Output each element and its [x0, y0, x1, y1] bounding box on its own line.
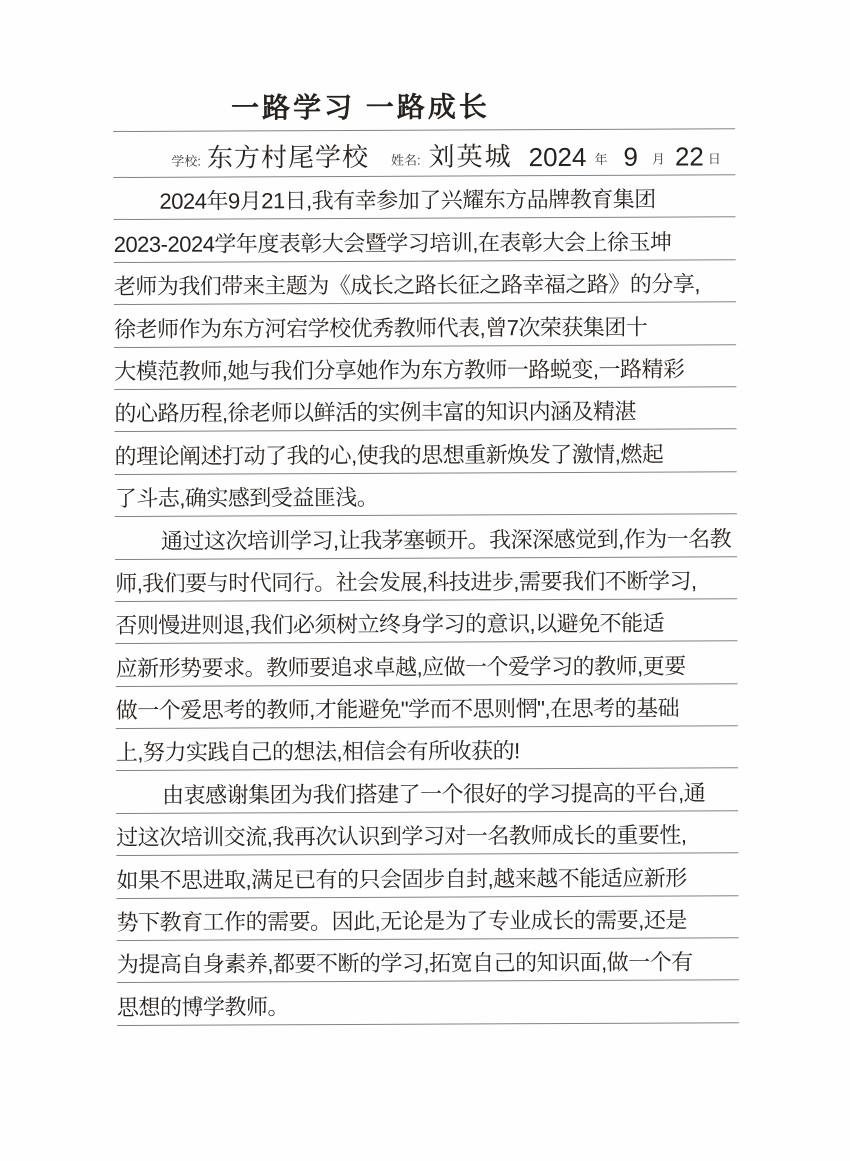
date-year: 2024 [528, 141, 587, 173]
essay-title: 一路学习 一路成长 [231, 91, 490, 124]
text-line [116, 811, 738, 856]
line-text: 势下教育工作的需要。因此,无论是为了专业成长的需要,还是 [116, 907, 687, 936]
body-lines [113, 175, 739, 1026]
line-text: 老师为我们带来主题为《成长之路长征之路幸福之路》的分享, [113, 271, 701, 300]
line-text: 了斗志,确实感到受益匪浅。 [114, 484, 379, 512]
line-text: 通过这次培训学习,让我茅塞顿开。我深深感觉到,作为一名教 [160, 525, 732, 554]
text-line [117, 981, 739, 1026]
text-line [115, 472, 737, 517]
school-label: 学校: [171, 153, 201, 169]
text-line [115, 514, 737, 559]
text-line [117, 938, 739, 983]
text-line [114, 345, 736, 390]
ruled-area [113, 85, 739, 1026]
line-text: 上,努力实践自己的想法,相信会有所收获的! [115, 738, 520, 766]
line-text: 2023-2024学年度表彰大会暨学习培训,在表彰大会上徐玉坤 [113, 229, 672, 257]
text-line [114, 387, 736, 432]
text-line [117, 896, 739, 941]
text-line [114, 302, 736, 347]
text-line [116, 726, 738, 771]
line-text: 应新形势要求。教师要追求卓越,应做一个爱学习的教师,更要 [115, 653, 686, 681]
date-month: 9 [623, 141, 638, 172]
title-row [113, 85, 735, 132]
school-name: 东方村尾学校 [206, 141, 370, 173]
header-row [113, 129, 735, 178]
text-line [116, 854, 738, 899]
text-line [114, 260, 736, 305]
date-day: 22 [674, 141, 704, 172]
line-text: 2024年9月21日,我有幸参加了兴耀东方品牌教育集团 [159, 187, 656, 215]
line-text: 否则慢进则退,我们必须树立终身学习的意识,以避免不能适 [115, 610, 665, 639]
student-name: 刘英城 [428, 141, 513, 172]
line-text: 由衷感谢集团为我们搭建了一个很好的学习提高的平台,通 [162, 780, 706, 808]
month-label: 月 [651, 151, 665, 167]
line-text: 为提高自身素养,都要不断的学习,拓宽自己的知识面,做一个有 [116, 949, 693, 978]
line-text: 的心路历程,徐老师以鲜活的实例丰富的知识内涵及精湛 [114, 399, 637, 427]
line-text: 的理论阐述打动了我的心,使我的思想重新焕发了激情,燃起 [114, 441, 664, 469]
text-line [115, 599, 737, 644]
line-text: 如果不思进取,满足已有的只会固步自封,越来越不能适应新形 [116, 865, 687, 893]
text-line [115, 642, 737, 687]
day-label: 日 [707, 151, 721, 167]
text-line [113, 175, 735, 220]
text-line [114, 218, 736, 263]
line-text: 徐老师作为东方河宕学校优秀教师代表,曾7次荣获集团十 [113, 314, 648, 342]
line-text: 过这次培训交流,我再次认识到学习对一名教师成长的重要性, [116, 822, 687, 851]
text-line [115, 557, 737, 602]
text-line [116, 684, 738, 729]
line-text: 思想的博学教师。 [116, 994, 290, 1020]
line-text: 师,我们要与时代同行。社会发展,科技进步,需要我们不断学习, [115, 568, 697, 596]
name-label: 姓名: [390, 152, 421, 168]
text-line [115, 430, 737, 475]
year-label: 年 [594, 151, 608, 167]
line-text: 大模范教师,她与我们分享她作为东方教师一路蜕变,一路精彩 [114, 356, 685, 384]
text-line [116, 769, 738, 814]
line-text: 做一个爱思考的教师,才能避免"学而不思则惘",在思考的基础 [115, 695, 680, 724]
